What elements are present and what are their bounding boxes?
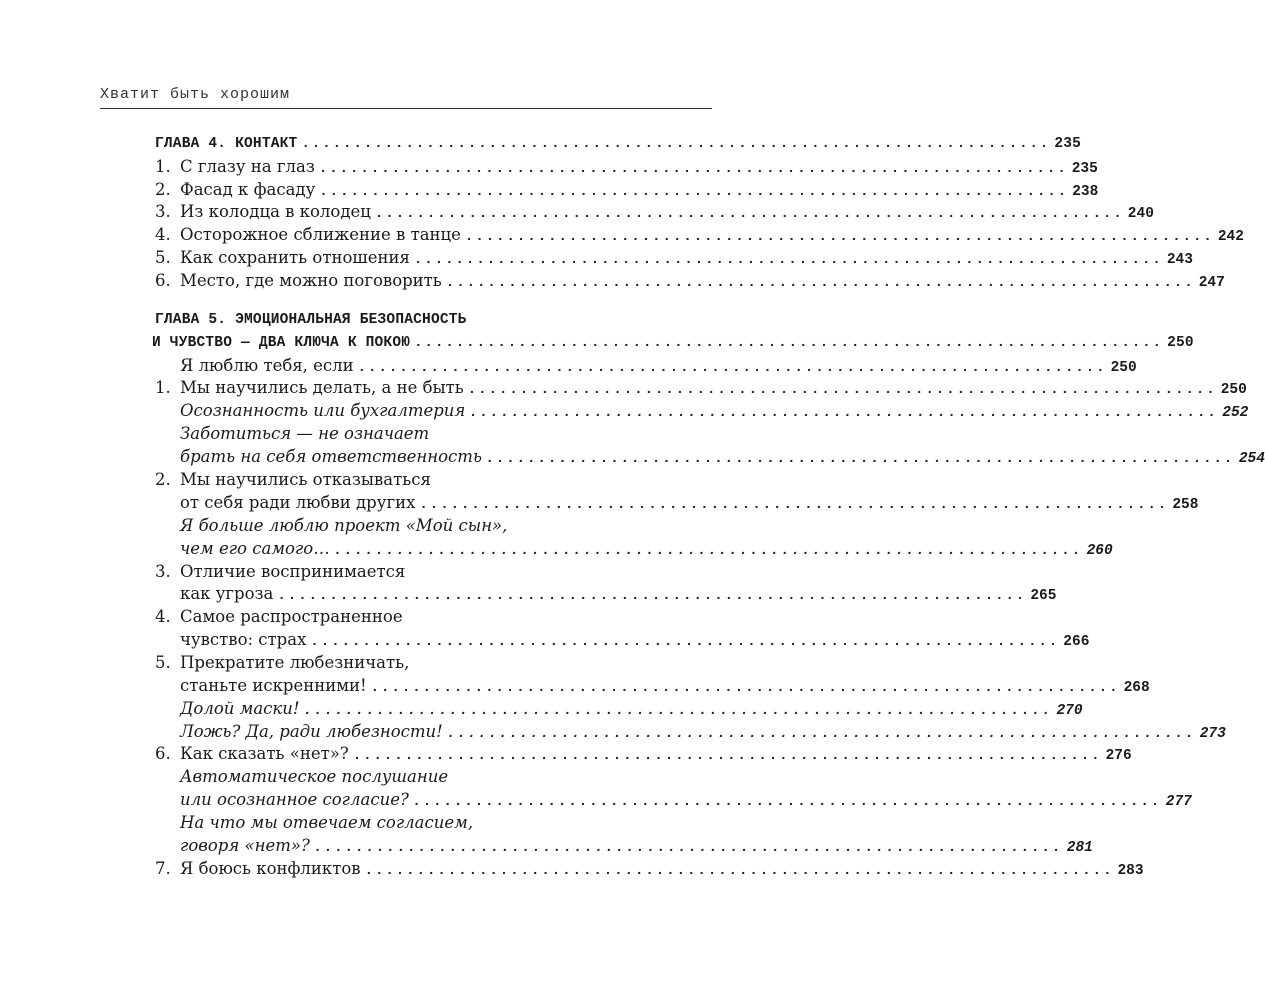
- toc-page-number: 235: [1071, 161, 1098, 177]
- toc-entry[interactable]: [155, 179, 1099, 201]
- dot-leader: ........................................................................: [301, 136, 1051, 152]
- toc-entry-title: Из колодца в колодец: [180, 202, 371, 221]
- toc-page-number: 243: [1166, 252, 1193, 268]
- dot-leader: ........................................................................: [413, 252, 1163, 268]
- toc-entry[interactable]: [155, 247, 1193, 269]
- dot-leader: ........................................................................: [303, 703, 1053, 719]
- toc-entry[interactable]: [155, 743, 1132, 765]
- toc-entry-title: от себя ради любви других: [180, 493, 416, 512]
- toc-page-number: 250: [1110, 360, 1137, 376]
- toc-page-number: 265: [1030, 588, 1057, 604]
- toc-entry-title: как угроза: [180, 584, 274, 603]
- toc-entry[interactable]: [155, 201, 1154, 223]
- dot-leader: ........................................................................: [464, 229, 1214, 245]
- toc-page-number: 270: [1056, 703, 1083, 719]
- toc-entry-title: Ложь? Да, ради любезности!: [180, 722, 443, 741]
- dot-leader: ........................................................................: [445, 275, 1195, 291]
- toc-subentry-line-1[interactable]: [155, 515, 713, 537]
- toc-entry-title: Как сказать «нет»?: [180, 744, 349, 763]
- dot-leader: ........................................................................: [318, 161, 1068, 177]
- toc-entry-line-1[interactable]: [155, 606, 713, 628]
- toc-page-number: 277: [1165, 794, 1192, 810]
- toc-page-number: 247: [1198, 275, 1225, 291]
- toc-entry-title: чувство: страх: [180, 630, 307, 649]
- toc-entry-number: 1.: [155, 378, 171, 397]
- toc-entry[interactable]: [155, 156, 1098, 178]
- toc-subentry[interactable]: [155, 400, 1249, 422]
- toc-entry-title: говоря «нет»?: [180, 836, 310, 855]
- toc-page-number: 276: [1105, 748, 1132, 764]
- toc-page-number: 250: [1220, 382, 1247, 398]
- toc-entry-title: Отличие воспринимается: [180, 562, 406, 581]
- dot-leader: ........................................................................: [485, 451, 1235, 467]
- toc-entry-number: 4.: [155, 607, 171, 626]
- toc-entry[interactable]: [155, 377, 1247, 399]
- toc-entry-title: И ЧУВСТВО — ДВА КЛЮЧА К ПОКОЮ: [152, 335, 411, 351]
- toc-entry-line-2[interactable]: [155, 675, 1150, 697]
- toc-page-number: 260: [1086, 543, 1113, 559]
- toc-entry-title: или осознанное согласие?: [180, 790, 409, 809]
- toc-subentry-line-2[interactable]: [155, 789, 1192, 811]
- dot-leader: ........................................................................: [467, 382, 1217, 398]
- toc-page-number: 283: [1117, 863, 1144, 879]
- toc-entry-title: Как сохранить отношения: [180, 248, 410, 267]
- toc-entry-title: Я боюсь конфликтов: [180, 859, 361, 878]
- toc-subentry-line-2[interactable]: [155, 538, 1113, 560]
- dot-leader: ........................................................................: [319, 184, 1069, 200]
- toc-entry-line-1[interactable]: [155, 561, 713, 583]
- toc-entry-number: 2.: [155, 180, 171, 199]
- toc-subentry-line-2[interactable]: [155, 446, 1265, 468]
- toc-chapter-5-line-2[interactable]: [152, 332, 1194, 354]
- toc-entry-line-2[interactable]: [155, 583, 1057, 605]
- toc-entry-title: ГЛАВА 4. КОНТАКТ: [155, 136, 298, 152]
- toc-page-number: 238: [1072, 184, 1099, 200]
- dot-leader: ........................................................................: [469, 405, 1219, 421]
- toc-entry[interactable]: [155, 858, 1144, 880]
- dot-leader: ........................................................................: [419, 497, 1169, 513]
- toc-entry-line-2[interactable]: [155, 492, 1199, 514]
- toc-entry[interactable]: [155, 355, 1137, 377]
- toc-page-number: 281: [1066, 840, 1093, 856]
- toc-subentry-line-2[interactable]: [155, 835, 1093, 857]
- toc-chapter-5-line-1[interactable]: [155, 309, 713, 331]
- toc-chapter-4[interactable]: [155, 133, 1082, 155]
- dot-leader: ........................................................................: [364, 863, 1114, 879]
- toc-entry-title: ГЛАВА 5. ЭМОЦИОНАЛЬНАЯ БЕЗОПАСНОСТЬ: [155, 312, 467, 328]
- toc-page-number: 273: [1199, 726, 1226, 742]
- toc-entry-title: С глазу на глаз: [180, 157, 315, 176]
- toc-entry-title: Автоматическое послушание: [180, 767, 449, 786]
- dot-leader: ........................................................................: [333, 543, 1083, 559]
- toc-entry-title: Мы научились отказываться: [180, 470, 431, 489]
- toc-page-number: 235: [1054, 136, 1082, 152]
- dot-leader: ........................................................................: [446, 726, 1196, 742]
- toc-page-number: 250: [1167, 335, 1194, 351]
- dot-leader: ........................................................................: [370, 680, 1120, 696]
- toc-entry-number: 6.: [155, 744, 171, 763]
- toc-entry-title: Заботиться — не означает: [180, 424, 430, 443]
- toc-entry-title: Я люблю тебя, если: [180, 356, 354, 375]
- toc-page-number: 268: [1123, 680, 1150, 696]
- toc-entry-title: Долой маски!: [180, 699, 300, 718]
- toc-page-number: 266: [1063, 634, 1090, 650]
- dot-leader: ........................................................................: [412, 794, 1162, 810]
- running-head: Хватит быть хорошим: [100, 86, 291, 103]
- toc-entry-number: 6.: [155, 271, 171, 290]
- toc-page-number: 252: [1222, 405, 1249, 421]
- toc-page-number: 240: [1127, 206, 1154, 222]
- toc-entry-line-2[interactable]: [155, 629, 1090, 651]
- toc-entry[interactable]: [155, 270, 1225, 292]
- toc-entry-title: брать на себя ответственность: [180, 447, 482, 466]
- toc-subentry-line-1[interactable]: [155, 766, 713, 788]
- toc-page-number: 258: [1172, 497, 1199, 513]
- toc-entry-number: 2.: [155, 470, 171, 489]
- toc-entry-line-1[interactable]: [155, 469, 713, 491]
- toc-subentry-line-1[interactable]: [155, 423, 713, 445]
- toc-entry-title: Место, где можно поговорить: [180, 271, 442, 290]
- toc-entry-title: чем его самого…: [180, 539, 330, 558]
- toc-entry-number: 5.: [155, 248, 171, 267]
- toc-entry-title: Мы научились делать, а не быть: [180, 378, 464, 397]
- toc-entry-number: 3.: [155, 202, 171, 221]
- toc-entry[interactable]: [155, 224, 1244, 246]
- toc-entry-title: Фасад к фасаду: [180, 180, 316, 199]
- toc-entry-title: Прекратите любезничать,: [180, 653, 410, 672]
- dot-leader: ........................................................................: [374, 206, 1124, 222]
- toc-entry-number: 3.: [155, 562, 171, 581]
- toc-entry-line-1[interactable]: [155, 652, 713, 674]
- dot-leader: ........................................................................: [313, 840, 1063, 856]
- toc-entry-title: Осторожное сближение в танце: [180, 225, 461, 244]
- toc-page-number: 254: [1238, 451, 1265, 467]
- dot-leader: ........................................................................: [277, 588, 1027, 604]
- toc-subentry[interactable]: [155, 721, 1226, 743]
- toc-subentry[interactable]: [155, 698, 1083, 720]
- dot-leader: ........................................................................: [357, 360, 1107, 376]
- dot-leader: ........................................................................: [310, 634, 1060, 650]
- toc-entry-title: Осознанность или бухгалтерия: [180, 401, 466, 420]
- toc-entry-number: 4.: [155, 225, 171, 244]
- toc-entry-title: станьте искренними!: [180, 676, 367, 695]
- toc-entry-title: Я больше люблю проект «Мой сын»,: [180, 516, 508, 535]
- toc-entry-number: 5.: [155, 653, 171, 672]
- dot-leader: ........................................................................: [414, 335, 1164, 351]
- toc-entry-number: 7.: [155, 859, 171, 878]
- toc-entry-title: На что мы отвечаем согласием,: [180, 813, 474, 832]
- toc-entry-number: 1.: [155, 157, 171, 176]
- toc-subentry-line-1[interactable]: [155, 812, 713, 834]
- toc-page-number: 242: [1217, 229, 1244, 245]
- dot-leader: ........................................................................: [352, 748, 1102, 764]
- toc-entry-title: Самое распространенное: [180, 607, 403, 626]
